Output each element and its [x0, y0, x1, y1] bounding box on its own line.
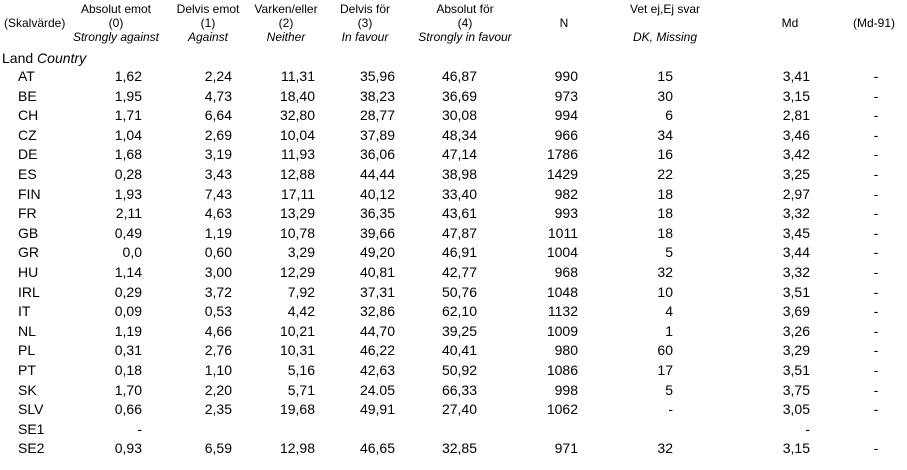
against-cell: 2,35 [204, 401, 232, 417]
dk-missing-cell: - [668, 401, 673, 417]
header-col-md91 [844, 16, 904, 30]
strongly-in-favour-cell: 39,25 [441, 323, 477, 339]
dk-missing-cell: 1 [665, 323, 673, 339]
header-code: (1) [200, 16, 216, 30]
header-sv-label: Absolut emot [80, 2, 152, 16]
in-favour-cell: 39,66 [359, 225, 395, 241]
against-cell: 1,10 [204, 362, 232, 378]
md91-cell: - [873, 244, 879, 260]
strongly-in-favour-cell: 36,69 [441, 88, 477, 104]
md-cell: 3,44 [782, 244, 810, 260]
country-cell: FIN [18, 186, 41, 202]
md91-cell: - [873, 68, 879, 84]
against-cell: 2,69 [204, 127, 232, 143]
md-cell: 3,32 [782, 264, 810, 280]
header-sv-label: Delvis emot [176, 2, 240, 16]
land-country-label [2, 50, 86, 66]
neither-cell: 4,42 [287, 303, 315, 319]
md91-cell: - [873, 303, 879, 319]
strongly-in-favour-cell: 32,85 [441, 440, 477, 456]
dk-missing-cell: 18 [657, 186, 673, 202]
n-cell: 968 [554, 264, 578, 280]
strongly-against-cell: 1,62 [114, 68, 142, 84]
neither-cell: 18,40 [279, 88, 315, 104]
country-cell: ES [18, 166, 37, 182]
header-code: Md [781, 16, 799, 30]
in-favour-cell: 37,89 [359, 127, 395, 143]
against-cell: 0,60 [204, 244, 232, 260]
md-cell: 3,15 [782, 440, 810, 456]
dk-missing-cell: 18 [657, 205, 673, 221]
strongly-against-cell: 0,09 [114, 303, 142, 319]
strongly-in-favour-cell: 43,61 [441, 205, 477, 221]
n-cell: 973 [554, 88, 578, 104]
against-cell: 0,53 [204, 303, 232, 319]
md-cell: 3,05 [782, 401, 810, 417]
country-cell: CZ [18, 127, 37, 143]
md-cell: 3,42 [782, 146, 810, 162]
md-cell: 3,45 [782, 225, 810, 241]
country-cell: PL [18, 342, 36, 358]
strongly-in-favour-cell: 30,08 [441, 107, 477, 123]
against-cell: 3,19 [204, 146, 232, 162]
md-cell: 3,75 [782, 382, 810, 398]
in-favour-cell: 35,96 [359, 68, 395, 84]
dk-missing-cell: 17 [657, 362, 673, 378]
header-code: (0) [108, 16, 124, 30]
country-cell: SLV [18, 401, 44, 417]
in-favour-cell: 44,70 [359, 323, 395, 339]
dk-missing-cell: 5 [665, 244, 673, 260]
md91-cell: - [873, 264, 879, 280]
md-cell: 3,51 [782, 362, 810, 378]
dk-missing-cell: 30 [657, 88, 673, 104]
strongly-against-cell: 0,31 [114, 342, 142, 358]
country-cell: NL [18, 323, 36, 339]
strongly-against-cell: 1,04 [114, 127, 142, 143]
country-cell: AT [18, 68, 35, 84]
header-sv-label: Varken/eller [254, 2, 318, 16]
land-sv: Land [2, 50, 34, 66]
strongly-against-cell: 0,66 [114, 401, 142, 417]
strongly-against-cell: 1,14 [114, 264, 142, 280]
against-cell: 6,59 [204, 440, 232, 456]
n-cell: 971 [554, 440, 578, 456]
in-favour-cell: 28,77 [359, 107, 395, 123]
header-col-md [770, 16, 810, 30]
in-favour-cell: 46,22 [359, 342, 395, 358]
md91-cell: - [873, 88, 879, 104]
n-cell: 1011 [547, 225, 578, 241]
header-code: N [559, 16, 569, 30]
md-cell: 3,15 [782, 88, 810, 104]
in-favour-cell: 49,20 [359, 244, 395, 260]
dk-missing-cell: 32 [657, 440, 673, 456]
md91-cell: - [873, 107, 879, 123]
strongly-against-cell: 0,93 [114, 440, 142, 456]
neither-cell: 12,98 [279, 440, 315, 456]
land-en: Country [37, 50, 87, 66]
against-cell: 3,72 [204, 284, 232, 300]
strongly-in-favour-cell: 27,40 [441, 401, 477, 417]
against-cell: 2,24 [204, 68, 232, 84]
md-cell: 3,46 [782, 127, 810, 143]
strongly-against-cell: 0,29 [114, 284, 142, 300]
strongly-against-cell: 1,68 [114, 146, 142, 162]
neither-cell: 11,93 [281, 146, 315, 162]
against-cell: 4,66 [204, 323, 232, 339]
header-col-4 [405, 2, 525, 44]
md-cell: 3,32 [782, 205, 810, 221]
country-cell: SE2 [18, 440, 45, 456]
strongly-against-cell: 0,28 [114, 166, 142, 182]
country-cell: BE [18, 88, 37, 104]
neither-cell: 10,21 [279, 323, 315, 339]
strongly-in-favour-cell: 33,40 [441, 186, 477, 202]
md91-cell: - [873, 323, 879, 339]
neither-cell: 10,04 [279, 127, 315, 143]
n-cell: 1132 [547, 303, 578, 319]
n-cell: 1009 [546, 323, 578, 339]
strongly-against-cell: 1,93 [114, 186, 142, 202]
dk-missing-cell: 5 [665, 382, 673, 398]
against-cell: 3,00 [204, 264, 232, 280]
n-cell: 993 [554, 205, 578, 221]
dk-missing-cell: 10 [657, 284, 673, 300]
against-cell: 2,20 [204, 382, 232, 398]
md91-cell: - [873, 401, 879, 417]
md91-cell: - [873, 342, 879, 358]
dk-missing-cell: 60 [657, 342, 673, 358]
md-cell: 3,25 [782, 166, 810, 182]
strongly-in-favour-cell: 38,98 [441, 166, 477, 182]
header-code [610, 16, 720, 30]
header-col-3 [330, 2, 400, 44]
n-cell: 994 [554, 107, 578, 123]
neither-cell: 5,16 [287, 362, 315, 378]
strongly-against-cell: 2,11 [115, 205, 142, 221]
strongly-in-favour-cell: 46,87 [441, 68, 477, 84]
dk-missing-cell: 16 [657, 146, 673, 162]
dk-missing-cell: 6 [665, 107, 673, 123]
header-code: (2) [278, 16, 294, 30]
header-en-label: Strongly in favour [418, 30, 512, 44]
n-cell: 980 [554, 342, 578, 358]
neither-cell: 12,88 [279, 166, 315, 182]
md91-cell: - [873, 127, 879, 143]
n-cell: 1048 [546, 284, 578, 300]
country-cell: SE1 [18, 421, 45, 437]
in-favour-cell: 36,35 [359, 205, 395, 221]
country-cell: IT [18, 303, 31, 319]
n-cell: 966 [554, 127, 578, 143]
scale-label: (Skalvärde) [4, 16, 66, 30]
neither-cell: 3,29 [287, 244, 315, 260]
strongly-in-favour-cell: 47,14 [441, 146, 477, 162]
neither-cell: 5,71 [287, 382, 315, 398]
dk-missing-cell: 32 [657, 264, 673, 280]
in-favour-cell: 46,65 [359, 440, 395, 456]
strongly-in-favour-cell: 50,76 [441, 284, 477, 300]
md91-cell: - [873, 284, 879, 300]
md-cell: 3,69 [782, 303, 810, 319]
strongly-against-cell: 0,49 [114, 225, 142, 241]
neither-cell: 10,31 [279, 342, 315, 358]
in-favour-cell: 37,31 [359, 284, 395, 300]
neither-cell: 12,29 [279, 264, 315, 280]
in-favour-cell: 32,86 [359, 303, 395, 319]
country-cell: FR [18, 205, 37, 221]
neither-cell: 11,31 [281, 68, 315, 84]
strongly-in-favour-cell: 47,87 [441, 225, 477, 241]
header-col-n [544, 16, 584, 30]
country-cell: SK [18, 382, 37, 398]
md-cell: 3,51 [782, 284, 810, 300]
neither-cell: 7,92 [287, 284, 315, 300]
n-cell: 1786 [546, 146, 578, 162]
md-cell: 3,29 [782, 342, 810, 358]
strongly-against-cell: 1,70 [114, 382, 142, 398]
strongly-against-cell: 1,95 [114, 88, 142, 104]
country-cell: IRL [18, 284, 40, 300]
n-cell: 1086 [546, 362, 578, 378]
neither-cell: 17,11 [281, 186, 315, 202]
header-code: (Md-91) [852, 16, 895, 30]
md91-cell: - [873, 225, 879, 241]
strongly-in-favour-cell: 40,41 [441, 342, 477, 358]
header-en-label: Strongly against [72, 30, 160, 44]
strongly-in-favour-cell: 46,91 [441, 244, 477, 260]
header-en-label: Neither [266, 30, 306, 44]
neither-cell: 13,29 [279, 205, 315, 221]
in-favour-cell: 24.05 [359, 382, 395, 398]
md91-cell: - [873, 382, 879, 398]
n-cell: 998 [554, 382, 578, 398]
md-cell: 3,41 [782, 68, 810, 84]
header-sv-label: Delvis för [339, 2, 390, 16]
strongly-in-favour-cell: 42,77 [441, 264, 477, 280]
header-col-2 [246, 2, 326, 44]
against-cell: 4,73 [204, 88, 232, 104]
header-sv-label: Vet ej,Ej svar [629, 2, 701, 16]
against-cell: 4,63 [204, 205, 232, 221]
header-en-label: DK, Missing [632, 30, 697, 44]
strongly-in-favour-cell: 66,33 [441, 382, 477, 398]
n-cell: 1429 [546, 166, 578, 182]
strongly-against-cell: 0,18 [114, 362, 142, 378]
md-cell: 2,81 [782, 107, 810, 123]
country-cell: HU [18, 264, 39, 280]
header-code: (3) [357, 16, 373, 30]
in-favour-cell: 49,91 [359, 401, 395, 417]
header-col-1 [168, 2, 248, 44]
n-cell: 1004 [546, 244, 578, 260]
neither-cell: 19,68 [279, 401, 315, 417]
against-cell: 2,76 [204, 342, 232, 358]
strongly-against-cell: 1,71 [114, 107, 142, 123]
country-cell: CH [18, 107, 39, 123]
country-cell: GB [18, 225, 39, 241]
neither-cell: 10,78 [279, 225, 315, 241]
md91-cell: - [873, 440, 879, 456]
strongly-against-cell: 1,19 [114, 323, 142, 339]
strongly-against-cell: 0,0 [122, 244, 142, 260]
header-col-0 [70, 2, 162, 44]
md-cell: - [805, 421, 810, 437]
strongly-against-cell: - [137, 421, 142, 437]
country-cell: GR [18, 244, 39, 260]
header-en-label: Against [187, 30, 229, 44]
in-favour-cell: 36,06 [359, 146, 395, 162]
in-favour-cell: 42,63 [359, 362, 395, 378]
dk-missing-cell: 18 [657, 225, 673, 241]
dk-missing-cell: 34 [657, 127, 673, 143]
n-cell: 990 [554, 68, 578, 84]
md91-cell: - [873, 146, 879, 162]
header-sv-label: Absolut för [436, 2, 494, 16]
in-favour-cell: 44,44 [359, 166, 395, 182]
md91-cell: - [873, 186, 879, 202]
md-cell: 2,97 [782, 186, 810, 202]
header-en-label: In favour [341, 30, 389, 44]
strongly-in-favour-cell: 48,34 [441, 127, 477, 143]
dk-missing-cell: 15 [657, 68, 673, 84]
in-favour-cell: 40,12 [359, 186, 395, 202]
against-cell: 1,19 [204, 225, 232, 241]
neither-cell: 32,80 [279, 107, 315, 123]
against-cell: 6,64 [204, 107, 232, 123]
strongly-in-favour-cell: 62,10 [441, 303, 477, 319]
in-favour-cell: 38,23 [359, 88, 395, 104]
md91-cell: - [873, 362, 879, 378]
md91-cell: - [873, 205, 879, 221]
dk-missing-cell: 4 [665, 303, 673, 319]
header-code: (4) [457, 16, 473, 30]
strongly-in-favour-cell: 50,92 [441, 362, 477, 378]
header-col-dk [610, 2, 720, 44]
n-cell: 1062 [546, 401, 578, 417]
dk-missing-cell: 22 [657, 166, 673, 182]
md91-cell: - [873, 166, 879, 182]
against-cell: 7,43 [204, 186, 232, 202]
in-favour-cell: 40,81 [359, 264, 395, 280]
country-cell: DE [18, 146, 38, 162]
n-cell: 982 [554, 186, 578, 202]
against-cell: 3,43 [204, 166, 232, 182]
country-cell: PT [18, 362, 36, 378]
md-cell: 3,26 [782, 323, 810, 339]
